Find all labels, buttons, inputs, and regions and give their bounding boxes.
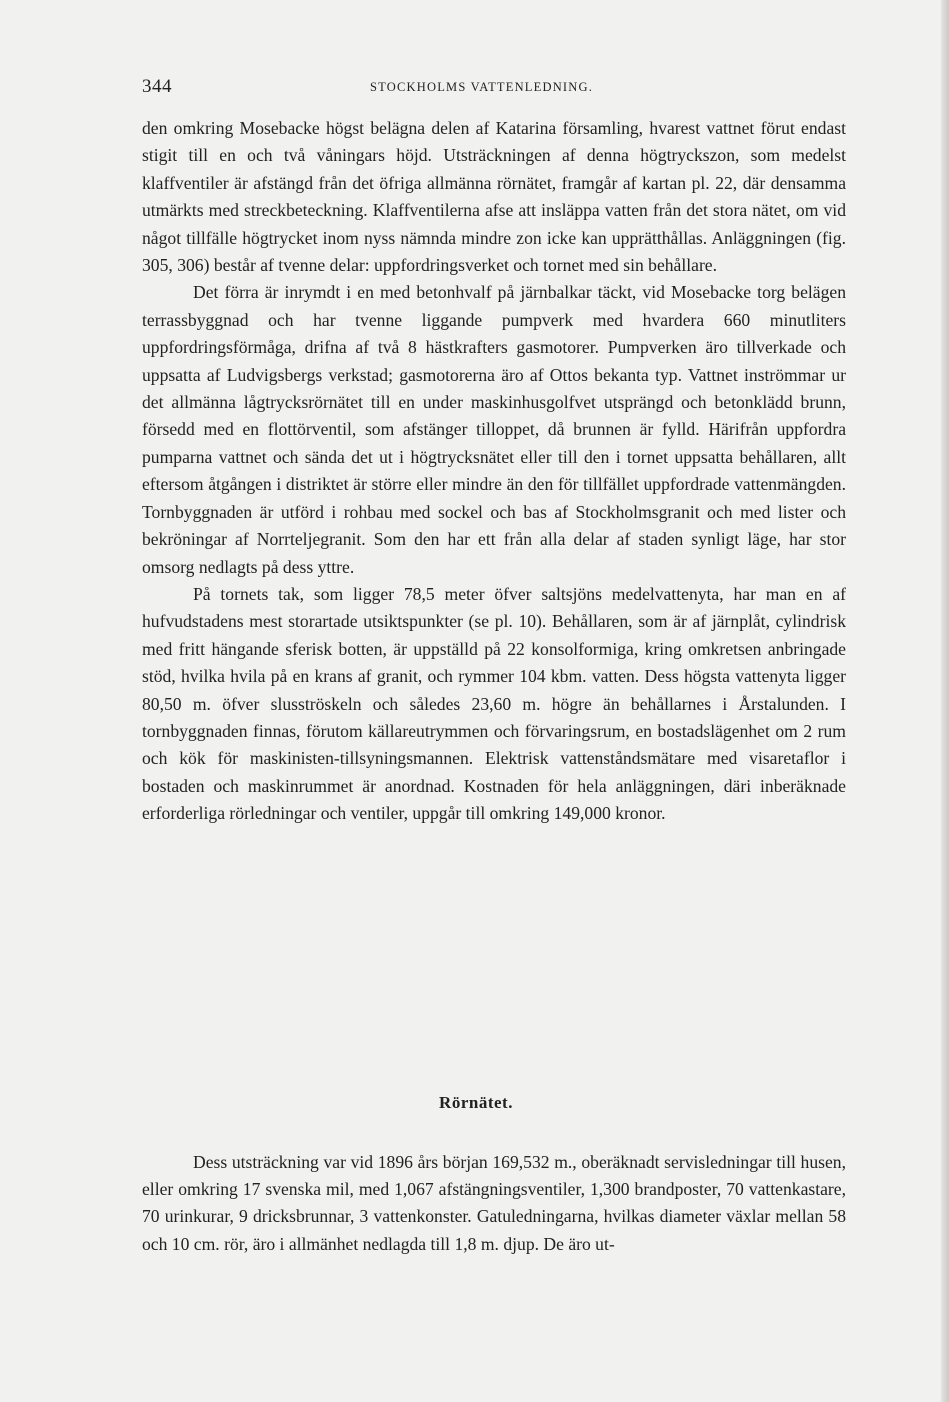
page-number: 344 — [142, 76, 172, 97]
running-title: STOCKHOLMS VATTENLEDNING. — [370, 80, 594, 94]
section-heading: Rörnätet. — [439, 1093, 513, 1112]
body-text — [142, 115, 846, 828]
section-body — [142, 1131, 846, 1276]
paragraph-tornet: På tornets tak, som ligger 78,5 meter öfver saltsjöns medelvattenyta, har man en af hufvudstadens mest storartade utsiktspunkter (se pl. 10). Behållaren, som är af järnplåt, cylindrisk med fritt hängande sferisk botten, är uppställd på 22 konsolformiga, kring omkretsen anbringade stöd, hvilka hvila på en krans af granit, och rymmer 104 kbm. vatten. Dess högsta vattenyta ligger 80,50 m. öfver slusströskeln och således 23,60 m. högre än behållarnes i Årstalunden. I tornbyggnaden finnas, förutom källareutrymmen och förvaringsrum, en bostadslägenhet om 2 rum och kök för maskinisten-tillsyningsmannen. Elektrisk vattenståndsmätare med visaretaflor i bostaden och maskinrummet är anordnad. Kostnaden för hela anläggningen, däri inberäknade erforderliga rörledningar och ventiler, uppgår till omkring 149,000 kronor. — [142, 583, 846, 824]
running-head — [142, 76, 846, 98]
paragraph-uppfordringsverket: Det förra är inrymdt i en med betonhvalf på järnbalkar täckt, vid Mosebacke torg belägen terrassbyggnad och har tvenne liggande pumpverk med hvardera 660 minutliters uppfordringsförmåga, drifna af två 8 hästkrafters gasmotorer. Pumpverken äro tillverkade och uppsatta af Ludvigsbergs verkstad; gasmotorerna äro af Ottos bekanta typ. Vattnet inströmmar ur det allmänna lågtrycksrörnätet till en under maskinhusgolfvet utsprängd och betonklädd brunn, försedd med en flottörventil, som afstänger tilloppet, då brunnen är fylld. Härifrån uppfordra pumparna vattnet och sända det ut i högtrycksnätet eller till den i tornet uppsatta behållaren, allt eftersom åtgången i distriktet är större eller mindre än den för tillfället uppfordrade vattenmängden. Tornbyggnaden är utförd i rohbau med sockel och bas af Stockholmsgranit och med lister och bekröningar af Norrteljegranit. Som den har ett från alla delar af staden synligt läge, har stor omsorg nedlagts på dess yttre. — [142, 282, 846, 577]
paragraph-rornatet: Dess utsträckning var vid 1896 års början 169,532 m., oberäknadt servisledningar till husen, eller omkring 17 svenska mil, med 1,067 afstängningsventiler, 1,300 brandposter, 70 vattenkastare, 70 urinkurar, 9 dricksbrunnar, 3 vattenkonster. Gatuledningarna, hvilkas diameter växlar mellan 58 och 10 cm. rör, äro i allmänhet nedlagda till 1,8 m. djup. De äro ut- — [142, 1151, 846, 1254]
paragraph-continuation: den omkring Mosebacke högst belägna delen af Katarina församling, hvarest vattnet förut endast stigit till en och två våningars höjd. Utsträckningen af denna högtryckszon, som medelst klaffventiler är afstängd från det öfriga allmänna rörnätet, framgår af kartan pl. 22, där densamma utmärkts med streckbeteckning. Klaffventilerna afse att insläppa vatten från det stora nätet, om vid något tillfälle högtrycket inom nyss nämnda mindre zon icke kan upprätthållas. Anläggningen (fig. 305, 306) består af tvenne delar: uppfordringsverket och tornet med sin behållare. — [142, 118, 846, 276]
page-edge-shadow — [941, 0, 949, 1402]
